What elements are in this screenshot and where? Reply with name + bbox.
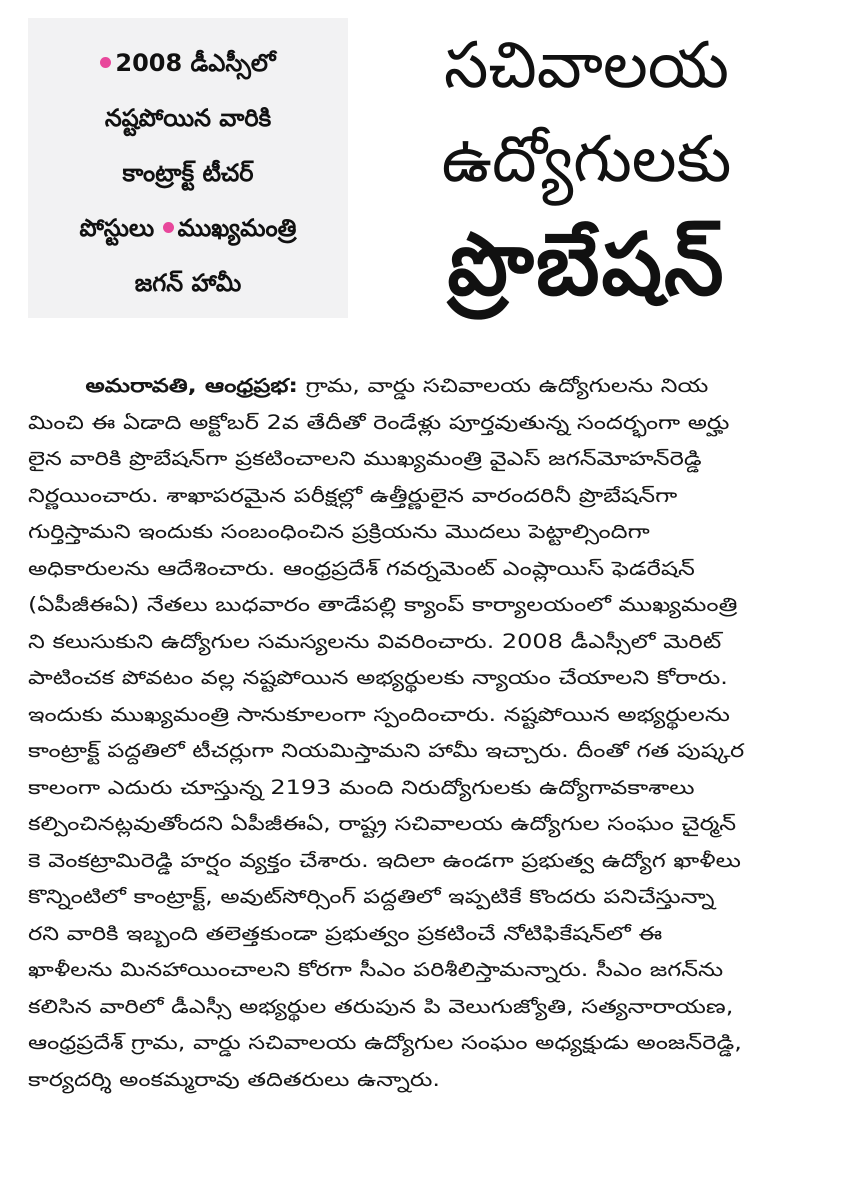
headline-line-1: సచివాలయ [444,29,729,103]
article-line: రని వారికి ఇబ్బంది తలెత్తకుండా ప్రభుత్వం ప్రకటించే నోటిఫికేషన్‌లో ఈ [28,921,663,945]
highlight-line-1 [36,36,340,91]
article-line-text: గ్రామ, వార్డు సచివాలయ ఉద్యోగులను నియ [305,374,709,397]
highlights-box [28,18,348,318]
article-line: కలిసిన వారిలో డీఎస్సీ అభ్యర్థుల తరుపున పి వెలుగుజ్యోతి, సత్యనారాయణ, [28,994,734,1018]
article-line: కొన్నింటిలో కాంట్రాక్ట్, అవుట్‌సోర్సింగ్ పద్దతిలో ఇప్పటికే కొందరు పనిచేస్తున్నా [28,885,715,908]
highlight-line-4 [36,201,340,256]
article-line: ఖాళీలను మినహాయించాలని కోరగా సీఎం పరిశీలిస్తామన్నారు. సీఎం జగన్‌ను [28,958,724,981]
article-body [28,368,815,1098]
bullet-icon [163,222,174,233]
highlight-text-1: 2008 డీఎస్సీలో [115,49,276,77]
article-line: ఆంధ్రప్రదేశ్ గ్రామ, వార్డు సచివాలయ ఉద్యోగుల సంఘం అధ్యక్షుడు అంజన్‌రెడ్డి, [28,1031,742,1054]
highlight-line-3: కాంట్రాక్ట్ టీచర్ [122,159,254,187]
article-line: కాలంగా ఎదురు చూస్తున్న 2193 మంది నిరుద్యోగులకు ఉద్యోగావకాశాలు [28,775,695,799]
highlight-line-2: నష్టపోయిన వారికి [104,104,272,132]
highlight-line-5: జగన్ హామీ [134,269,242,297]
article-line [28,368,815,405]
article-line: నిర్ణయించారు. శాఖాపరమైన పరీక్షల్లో ఉత్తీర్ణులైన వారందరినీ ప్రొబేషన్‌గా [28,483,678,507]
article-line: కె వెంకట్రామిరెడ్డి హర్షం వ్యక్తం చేశారు. ఇదిలా ఉండగా ప్రభుత్వ ఉద్యోగ ఖాళీలు [28,848,741,872]
article-line: (ఏపీజీఈఏ) నేతలు బుధవారం తాడేపల్లి క్యాంప్ కార్యాలయంలో ముఖ్యమంత్రి [28,593,738,616]
dateline: అమరావతి, ఆంధ్రప్రభ: [85,374,298,397]
article-line: ఇందుకు ముఖ్యమంత్రి సానుకూలంగా స్పందించారు. నష్టపోయిన అభ్యర్థులను [28,702,730,726]
article-line: కార్యదర్శి అంకమ్మరావు తదితరులు ఉన్నారు. [28,1067,441,1091]
highlight-text-4: పోస్టులు [79,214,155,242]
article-line: కాంట్రాక్ట్ పద్దతిలో టీచర్లుగా నియమిస్తామని హామీ ఇచ్చారు. దీంతో గత పుష్కర [28,739,745,762]
article-line: లైన వారికి ప్రొబేషన్‌గా ప్రకటించాలని ముఖ్యమంత్రి వైఎస్ జగన్‌మోహన్‌రెడ్డి [28,447,702,470]
article-line: కల్పించినట్లవుతోందని ఏపీజీఈఏ, రాష్ట్ర సచివాలయ ఉద్యోగుల సంఘం చైర్మన్ [28,812,737,835]
article-line: అధికారులను ఆదేశించారు. ఆంధ్రప్రదేశ్ గవర్నమెంట్ ఎంప్లాయిస్ ఫెడరేషన్ [28,556,695,580]
headline [348,18,815,324]
header-section [28,18,815,340]
article-line: గుర్తిస్తామని ఇందుకు సంబంధించిన ప్రక్రియను మొదలు పెట్టాల్సిందిగా [28,520,650,543]
bullet-icon [100,57,111,68]
headline-line-2: ఉద్యోగులకు [441,123,732,197]
article-line: ని కలుసుకుని ఉద్యోగుల సమస్యలను వివరించారు. 2008 డీఎస్సీలో మెరిట్ [28,629,722,653]
headline-line-3: ప్రొబేషన్ [447,215,726,315]
article-line: మించి ఈ ఏడాది అక్టోబర్ 2వ తేదీతో రెండేళ్లు పూర్తవుతున్న సందర్భంగా అర్హు [28,410,730,434]
highlight-text-5: ముఖ్యమంత్రి [177,214,297,242]
article-line: పాటించక పోవటం వల్ల నష్టపోయిన అభ్యర్థులకు న్యాయం చేయాలని కోరారు. [28,666,728,689]
